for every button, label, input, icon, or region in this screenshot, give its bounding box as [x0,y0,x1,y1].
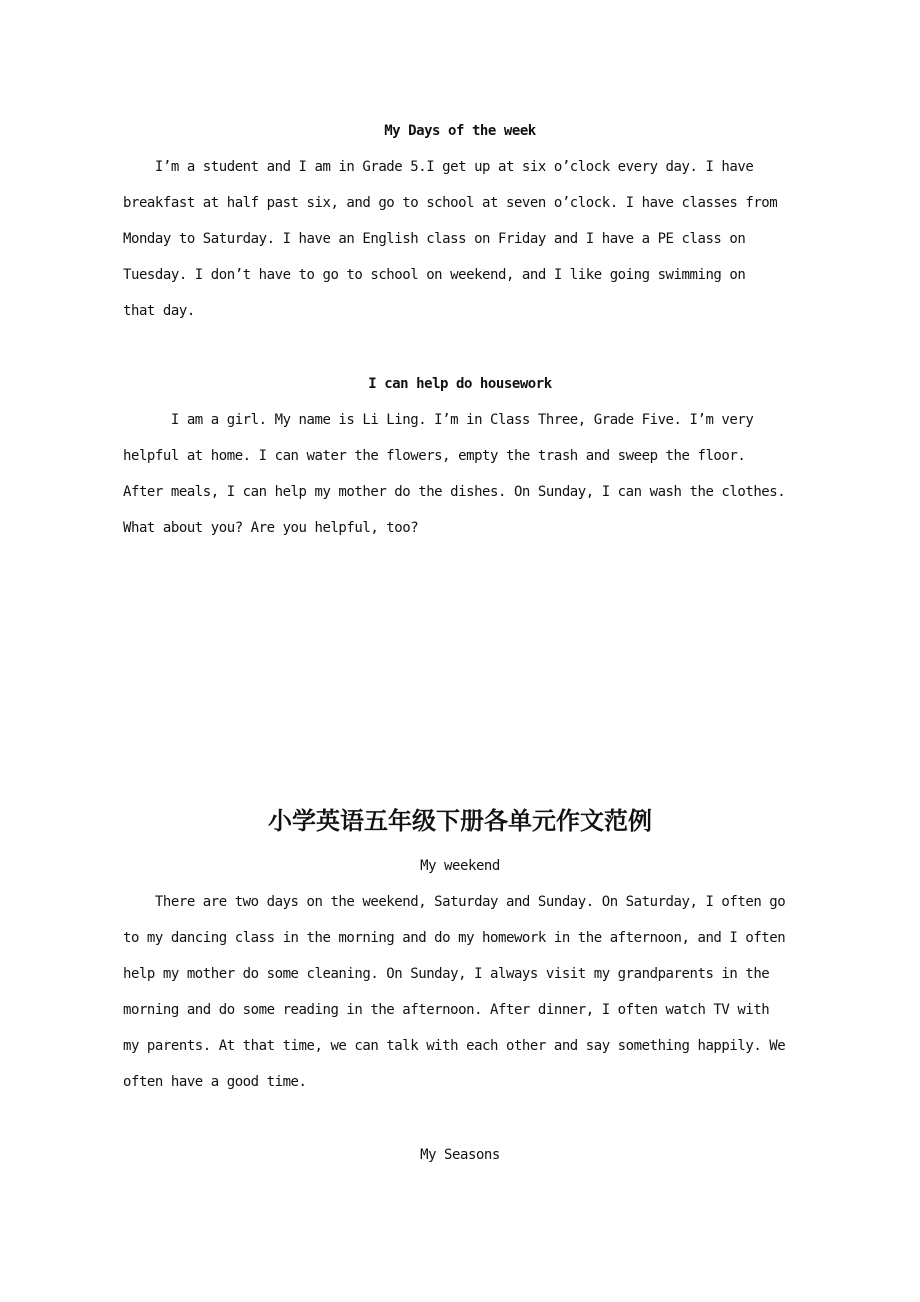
section-title-days-of-week: My Days of the week [384,123,536,139]
paragraph-line: I’m a student and I am in Grade 5.I get up at six o’clock every day. I have [123,159,754,175]
document-main-title: 小学英语五年级下册各单元作文范例 [268,807,652,835]
paragraph-line: helpful at home. I can water the flowers, empty the trash and sweep the floor. [123,448,746,464]
paragraph-line: morning and do some reading in the afternoon. After dinner, I often watch TV with [123,1002,770,1018]
section-title-weekend: My weekend [420,858,500,874]
paragraph-line: Tuesday. I don’t have to go to school on weekend, and I like going swimming on [123,267,746,283]
paragraph-line: After meals, I can help my mother do the dishes. On Sunday, I can wash the clothes. [123,484,786,500]
paragraph-line: my parents. At that time, we can talk with each other and say something happily. We [123,1038,786,1054]
paragraph-line: There are two days on the weekend, Saturday and Sunday. On Saturday, I often go [123,894,786,910]
paragraph-line: What about you? Are you helpful, too? [123,520,419,536]
paragraph-line: Monday to Saturday. I have an English class on Friday and I have a PE class on [123,231,746,247]
paragraph-line: often have a good time. [123,1074,307,1090]
paragraph-line: I am a girl. My name is Li Ling. I’m in Class Three, Grade Five. I’m very [123,412,754,428]
paragraph-line: breakfast at half past six, and go to school at seven o’clock. I have classes from [123,195,778,211]
paragraph-line: help my mother do some cleaning. On Sunday, I always visit my grandparents in the [123,966,770,982]
section-title-seasons: My Seasons [420,1147,500,1163]
paragraph-line: that day. [123,303,195,319]
section-title-housework: I can help do housework [368,376,552,392]
paragraph-line: to my dancing class in the morning and do my homework in the afternoon, and I often [123,930,786,946]
